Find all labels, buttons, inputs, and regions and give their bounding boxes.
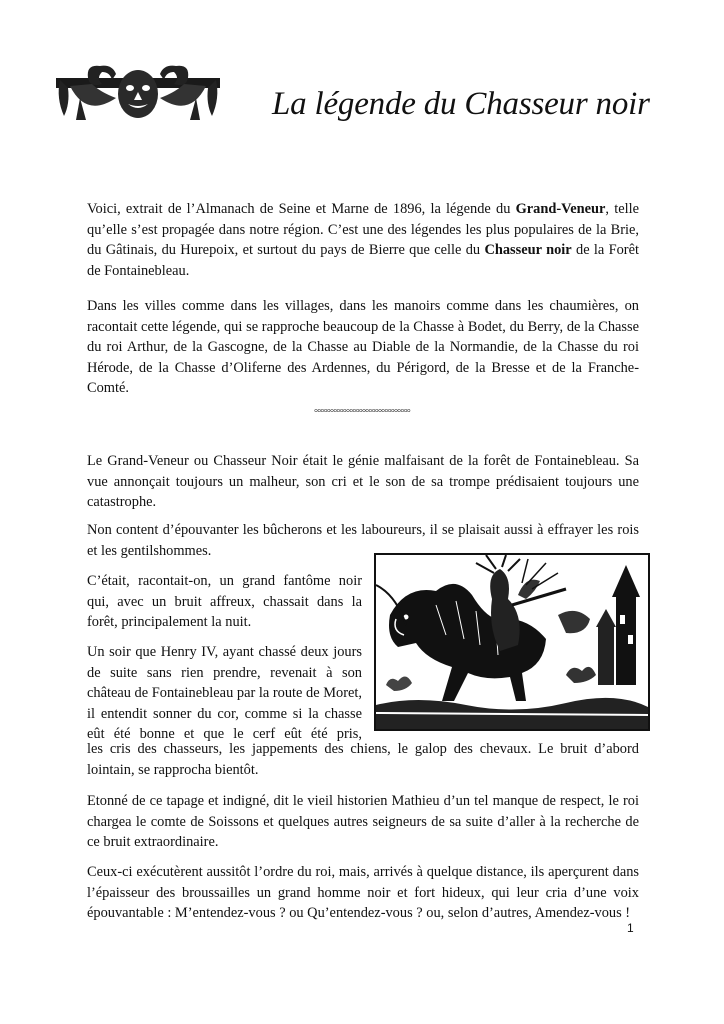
intro-text-c: , telle qu’elle s’est propagée dans notre région. C’est une des légendes les plus populaires de la Brie, du Gâtinais, du Hurepoix, et surtout du pays de Bierre que celle du	[87, 201, 639, 259]
story-paragraph-6: Ceux-ci exécutèrent aussitôt l’ordre du roi, mais, arrivés à quelque distance, ils aperçurent dans l’épaisseur des broussailles un grand homme noir et fort hideux, qui leur cria d’une voix épouvantable : M’entendez-vous ? ou Qu’entendez-vous ? ou, selon d’autres, Amendez-vous !	[87, 864, 639, 922]
story-paragraph-3: C’était, racontait-on, un grand fantôme noir qui, avec un bruit affreux, chassait dans la forêt, principalement la nuit.	[87, 573, 362, 631]
intro-text-a: Voici, extrait de l’Almanach de Seine et Marne de 1896, la légende du	[87, 201, 516, 217]
page-title: La légende du Chasseur noir	[272, 86, 650, 122]
ornament-mask-icon	[56, 58, 220, 124]
story-paragraph-5: Etonné de ce tapage et indigné, dit le vieil historien Mathieu d’un tel manque de respect, le roi chargea le comte de Soissons et quelques autres seigneurs de sa suite d’aller à la recherche de ce bruit extraordinaire.	[87, 793, 639, 851]
story-paragraph-4-part-2: les cris des chasseurs, les jappements des chiens, le galop des chevaux. Le bruit d’abord lointain, se rapprocha bientôt.	[87, 741, 639, 778]
section-separator: °°°°°°°°°°°°°°°°°°°°°°°°°°°°°°	[314, 408, 410, 419]
story-paragraph-2: Non content d’épouvanter les bûcherons et les laboureurs, il se plaisait aussi à effrayer les rois et les gentilshommes.	[87, 522, 639, 559]
chasseur-noir-term: Chasseur noir	[484, 242, 572, 259]
page-number: 1	[627, 921, 634, 935]
story-paragraph-4-part-1: Un soir que Henry IV, ayant chassé deux jours de suite sans rien prendre, revenait à son château de Fontainebleau par la route de Moret, il entendit sonner du cor, comme si la chasse eût été bonne et que le cerf eût été pris,	[87, 644, 362, 743]
intro-paragraph-1	[87, 199, 639, 281]
black-hunter-woodcut-icon	[376, 555, 648, 729]
intro-text-d: de la Forêt de Fontainebleau.	[87, 242, 639, 279]
grand-veneur-term: Grand-Veneur	[515, 201, 606, 217]
intro-paragraph-2: Dans les villes comme dans les villages, dans les manoirs comme dans les chaumières, on racontait cette légende, qui se rapproche beaucoup de la Chasse à Bodet, du Berry, de la Chasse du roi Arthur, de la Gascogne, de la Chasse au Diable de la Normandie, de la Chasse du roi Hérode, de la Chasse d’Oliferne des Ardennes, du Périgord, de la Bresse et de la Franche-Comté.	[87, 298, 639, 397]
woodcut-illustration	[374, 553, 650, 731]
story-paragraph-1: Le Grand-Veneur ou Chasseur Noir était le génie malfaisant de la forêt de Fontainebleau. Sa vue annonçait toujours un malheur, son cri et le son de sa trompe prédisaient toujours une catastrophe.	[87, 453, 639, 511]
